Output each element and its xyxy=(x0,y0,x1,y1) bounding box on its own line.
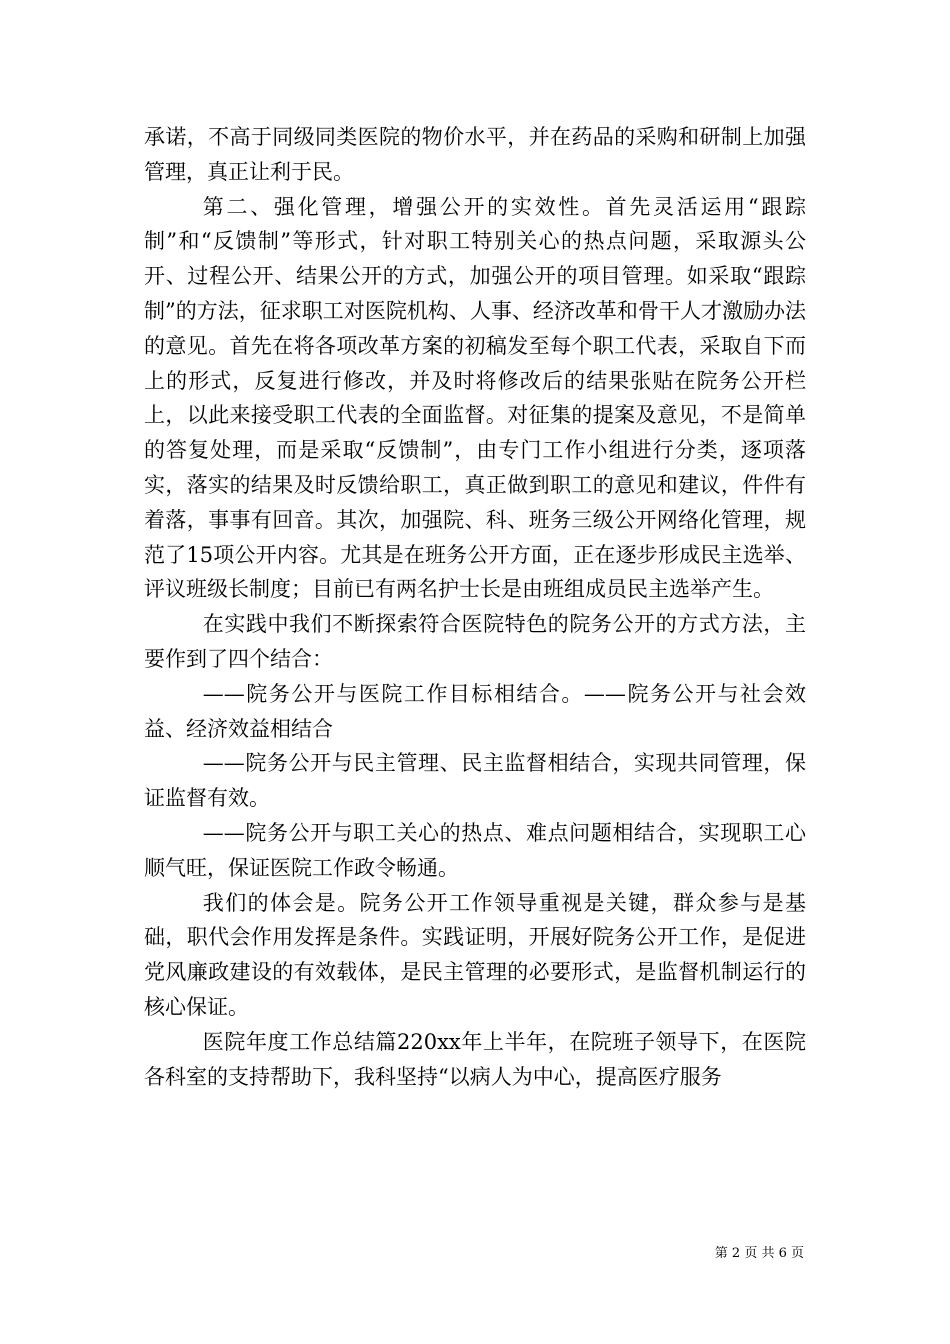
paragraph: ——院务公开与医院工作目标相结合。——院务公开与社会效益、经济效益相结合 xyxy=(144,681,806,741)
paragraph: ——院务公开与职工关心的热点、难点问题相结合，实现职工心顺气旺，保证医院工作政令畅通。 xyxy=(144,820,806,880)
paragraph: 承诺，不高于同级同类医院的物价水平，并在药品的采购和研制上加强管理，真正让利于民。 xyxy=(144,125,806,184)
paragraph: ——院务公开与民主管理、民主监督相结合，实现共同管理，保证监督有效。 xyxy=(144,751,806,811)
paragraph: 第二、强化管理，增强公开的实效性。首先灵活运用“跟踪制”和“反馈制”等形式，针对职工特别关心的热点问题，采取源头公开、过程公开、结果公开的方式，加强公开的项目管理。如采取“跟踪制”的方法，征求职工对医院机构、人事、经济改革和骨干人才激励办法的意见。首先在将各项改革方案的初稿发至每个职工代表，采取自下而上的形式，反复进行修改，并及时将修改后的结果张贴在院务公开栏上，以此来接受职工代表的全面监督。对征集的提案及意见，不是简单的答复处理，而是采取“反馈制”，由专门工作小组进行分类，逐项落实，落实的结果及时反馈给职工，真正做到职工的意见和建议，件件有着落，事事有回音。其次，加强院、科、班务三级公开网络化管理，规范了15项公开内容。尤其是在班务公开方面，正在逐步形成民主选举、评议班级长制度；目前已有两名护士长是由班组成员民主选举产生。 xyxy=(144,194,806,602)
paragraph: 医院年度工作总结篇220xx年上半年，在院班子领导下，在医院各科室的支持帮助下，我科坚持“以病人为中心，提高医疗服务 xyxy=(144,1029,806,1089)
document-body xyxy=(144,120,806,1094)
paragraph: 在实践中我们不断探索符合医院特色的院务公开的方式方法，主要作到了四个结合： xyxy=(144,612,806,671)
page-number: 第 2 页 共 6 页 xyxy=(714,1246,804,1261)
paragraph: 我们的体会是。院务公开工作领导重视是关键，群众参与是基础，职代会作用发挥是条件。实践证明，开展好院务公开工作，是促进党风廉政建设的有效载体，是民主管理的必要形式，是监督机制运行的核心保证。 xyxy=(144,890,806,1019)
